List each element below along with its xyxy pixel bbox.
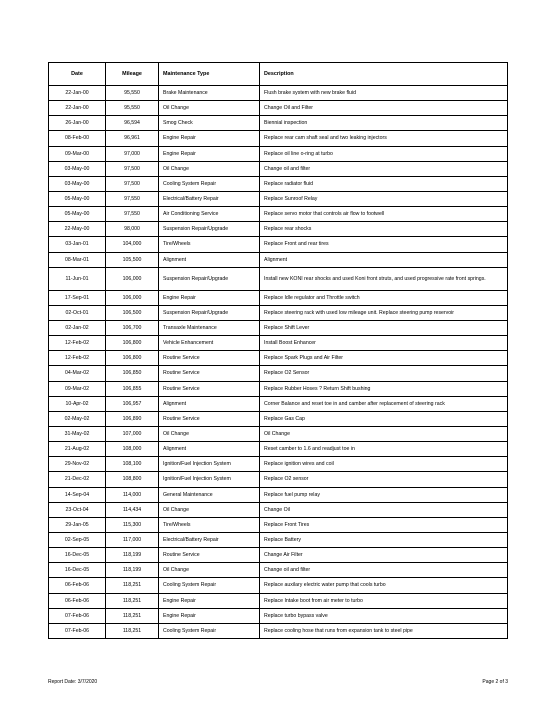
cell-date: 06-Feb-06: [49, 578, 106, 593]
table-row: [49, 351, 508, 366]
cell-description: Change oil and filter: [260, 161, 508, 176]
cell-date: 02-Sep-05: [49, 532, 106, 547]
table-row: [49, 396, 508, 411]
cell-maintenance-type: Electrical/Battery Repair: [159, 532, 260, 547]
cell-date: 02-Oct-01: [49, 305, 106, 320]
cell-date: 17-Sep-01: [49, 290, 106, 305]
table-row: [49, 336, 508, 351]
cell-date: 11-Jun-01: [49, 267, 106, 290]
table-row: [49, 381, 508, 396]
table-row: [49, 131, 508, 146]
cell-date: 07-Feb-06: [49, 608, 106, 623]
cell-maintenance-type: Routine Service: [159, 366, 260, 381]
cell-mileage: 97,000: [106, 146, 159, 161]
table-row: [49, 502, 508, 517]
cell-maintenance-type: Routine Service: [159, 411, 260, 426]
cell-maintenance-type: Oil Change: [159, 426, 260, 441]
cell-description: Replace rear shocks: [260, 222, 508, 237]
cell-maintenance-type: Engine Repair: [159, 593, 260, 608]
cell-mileage: 97,550: [106, 207, 159, 222]
cell-date: 09-Mar-00: [49, 146, 106, 161]
cell-description: Biennial inspection: [260, 116, 508, 131]
table-row: [49, 411, 508, 426]
cell-mileage: 108,000: [106, 442, 159, 457]
cell-mileage: 107,000: [106, 426, 159, 441]
cell-date: 12-Feb-02: [49, 351, 106, 366]
cell-date: 29-Jan-05: [49, 517, 106, 532]
table-row: [49, 176, 508, 191]
cell-description: Replace Spark Plugs and Air Filter: [260, 351, 508, 366]
cell-date: 22-May-00: [49, 222, 106, 237]
cell-description: Replace O2 sensor: [260, 472, 508, 487]
table-row: [49, 237, 508, 252]
cell-date: 08-Feb-00: [49, 131, 106, 146]
cell-maintenance-type: Cooling System Repair: [159, 578, 260, 593]
cell-description: Replace radiator fluid: [260, 176, 508, 191]
cell-description: Replace cooling hose that runs from expansion tank to steel pipe: [260, 623, 508, 638]
cell-description: Change Oil and Filter: [260, 101, 508, 116]
table-row: [49, 548, 508, 563]
cell-description: Corner Balance and reset toe in and camber after replacement of steering rack: [260, 396, 508, 411]
cell-date: 03-May-00: [49, 161, 106, 176]
cell-date: 22-Jan-00: [49, 86, 106, 101]
table-row: [49, 86, 508, 101]
table-row: [49, 146, 508, 161]
cell-date: 09-Mar-02: [49, 381, 106, 396]
cell-description: Flush brake system with new brake fluid: [260, 86, 508, 101]
report-date: Report Date: 3/7/2020: [48, 679, 98, 685]
table-row: [49, 305, 508, 320]
cell-maintenance-type: Engine Repair: [159, 608, 260, 623]
cell-mileage: 97,550: [106, 191, 159, 206]
table-header: [49, 63, 508, 86]
cell-mileage: 97,500: [106, 161, 159, 176]
cell-date: 10-Apr-02: [49, 396, 106, 411]
cell-mileage: 106,800: [106, 351, 159, 366]
cell-mileage: 96,961: [106, 131, 159, 146]
cell-mileage: 117,000: [106, 532, 159, 547]
column-header-description: Description: [260, 63, 508, 86]
cell-maintenance-type: Oil Change: [159, 101, 260, 116]
cell-mileage: 118,251: [106, 578, 159, 593]
cell-mileage: 106,855: [106, 381, 159, 396]
cell-date: 03-May-00: [49, 176, 106, 191]
cell-mileage: 118,199: [106, 548, 159, 563]
cell-description: Oil Change: [260, 426, 508, 441]
cell-maintenance-type: Alignment: [159, 396, 260, 411]
cell-description: Change oil and filter: [260, 563, 508, 578]
header-row: [49, 63, 508, 86]
cell-maintenance-type: Engine Repair: [159, 131, 260, 146]
page-number: Page 2 of 3: [482, 679, 508, 685]
cell-description: Replace Sunroof Relay: [260, 191, 508, 206]
cell-date: 03-Jan-01: [49, 237, 106, 252]
cell-mileage: 104,000: [106, 237, 159, 252]
cell-maintenance-type: Ignition/Fuel Injection System: [159, 472, 260, 487]
cell-maintenance-type: Routine Service: [159, 351, 260, 366]
table-row: [49, 623, 508, 638]
cell-mileage: 106,850: [106, 366, 159, 381]
cell-maintenance-type: Tire/Wheels: [159, 237, 260, 252]
table-row: [49, 290, 508, 305]
cell-maintenance-type: Routine Service: [159, 548, 260, 563]
cell-date: 16-Dec-05: [49, 548, 106, 563]
table-row: [49, 222, 508, 237]
cell-date: 07-Feb-06: [49, 623, 106, 638]
column-header-date: Date: [49, 63, 106, 86]
cell-date: 23-Oct-04: [49, 502, 106, 517]
cell-date: 26-Jan-00: [49, 116, 106, 131]
cell-mileage: 106,700: [106, 320, 159, 335]
table-row: [49, 426, 508, 441]
cell-description: Replace Rubber Hoses ? Return Shift bushing: [260, 381, 508, 396]
column-header-mileage: Mileage: [106, 63, 159, 86]
cell-maintenance-type: Tire/Wheels: [159, 517, 260, 532]
cell-maintenance-type: Oil Change: [159, 161, 260, 176]
table-row: [49, 472, 508, 487]
cell-mileage: 108,100: [106, 457, 159, 472]
cell-description: Replace Front and rear tires: [260, 237, 508, 252]
column-header-maintenance-type: Maintenance Type: [159, 63, 260, 86]
cell-maintenance-type: Cooling System Repair: [159, 176, 260, 191]
cell-description: Replace O2 Sensor: [260, 366, 508, 381]
cell-mileage: 106,000: [106, 290, 159, 305]
cell-date: 02-May-02: [49, 411, 106, 426]
table-row: [49, 320, 508, 335]
cell-description: Replace Shift Lever: [260, 320, 508, 335]
cell-maintenance-type: Oil Change: [159, 563, 260, 578]
cell-description: Replace oil line o-ring at turbo: [260, 146, 508, 161]
cell-maintenance-type: Alignment: [159, 442, 260, 457]
cell-description: Reset camber to 1.6 and readjust toe in: [260, 442, 508, 457]
cell-description: Change Oil: [260, 502, 508, 517]
table-row: [49, 161, 508, 176]
cell-description: Replace steering rack with used low mileage unit. Replace steering pump reservoir: [260, 305, 508, 320]
cell-maintenance-type: Routine Service: [159, 381, 260, 396]
cell-date: 29-Nov-02: [49, 457, 106, 472]
maintenance-log-table: [48, 62, 508, 639]
table-row: [49, 267, 508, 290]
cell-description: Change Air Filter: [260, 548, 508, 563]
cell-mileage: 97,500: [106, 176, 159, 191]
cell-date: 08-Mar-01: [49, 252, 106, 267]
cell-mileage: 115,300: [106, 517, 159, 532]
cell-maintenance-type: Electrical/Battery Repair: [159, 191, 260, 206]
cell-description: Replace ignition wires and coil: [260, 457, 508, 472]
cell-description: Replace fuel pump relay: [260, 487, 508, 502]
cell-maintenance-type: Engine Repair: [159, 146, 260, 161]
cell-mileage: 118,251: [106, 608, 159, 623]
table-row: [49, 457, 508, 472]
cell-maintenance-type: Cooling System Repair: [159, 623, 260, 638]
cell-maintenance-type: Alignment: [159, 252, 260, 267]
cell-mileage: 118,251: [106, 593, 159, 608]
cell-mileage: 96,594: [106, 116, 159, 131]
cell-maintenance-type: Vehicle Enhancement: [159, 336, 260, 351]
cell-mileage: 98,000: [106, 222, 159, 237]
cell-description: Replace Gas Cap: [260, 411, 508, 426]
cell-maintenance-type: Transaxle Maintenance: [159, 320, 260, 335]
table-row: [49, 191, 508, 206]
cell-mileage: 106,500: [106, 305, 159, 320]
cell-description: Alignment: [260, 252, 508, 267]
table-row: [49, 487, 508, 502]
table-row: [49, 442, 508, 457]
cell-maintenance-type: Air Conditioning Service: [159, 207, 260, 222]
table-row: [49, 563, 508, 578]
cell-date: 22-Jan-00: [49, 101, 106, 116]
cell-mileage: 106,000: [106, 267, 159, 290]
cell-mileage: 95,550: [106, 101, 159, 116]
cell-description: Replace turbo bypass valve: [260, 608, 508, 623]
cell-mileage: 106,957: [106, 396, 159, 411]
cell-description: Replace Battery: [260, 532, 508, 547]
table-row: [49, 101, 508, 116]
cell-maintenance-type: Ignition/Fuel Injection System: [159, 457, 260, 472]
table-row: [49, 366, 508, 381]
table-row: [49, 207, 508, 222]
table-row: [49, 593, 508, 608]
cell-description: Install Boost Enhancer: [260, 336, 508, 351]
cell-maintenance-type: Oil Change: [159, 502, 260, 517]
table-row: [49, 116, 508, 131]
table-row: [49, 252, 508, 267]
cell-mileage: 108,800: [106, 472, 159, 487]
cell-description: Replace Front Tires: [260, 517, 508, 532]
cell-maintenance-type: Suspension Repair/Upgrade: [159, 222, 260, 237]
cell-date: 14-Sep-04: [49, 487, 106, 502]
cell-date: 21-Aug-02: [49, 442, 106, 457]
cell-date: 21-Dec-02: [49, 472, 106, 487]
cell-description: Replace Idle regulator and Throttle switch: [260, 290, 508, 305]
cell-mileage: 114,000: [106, 487, 159, 502]
cell-mileage: 105,500: [106, 252, 159, 267]
cell-mileage: 118,199: [106, 563, 159, 578]
cell-date: 12-Feb-02: [49, 336, 106, 351]
cell-date: 05-May-00: [49, 207, 106, 222]
cell-description: Replace Intake boot from air meter to turbo: [260, 593, 508, 608]
cell-maintenance-type: Engine Repair: [159, 290, 260, 305]
cell-date: 05-May-00: [49, 191, 106, 206]
table-row: [49, 517, 508, 532]
cell-mileage: 95,550: [106, 86, 159, 101]
cell-description: Replace rear cam shaft seal and two leaking injectors: [260, 131, 508, 146]
cell-maintenance-type: Suspension Repair/Upgrade: [159, 305, 260, 320]
table-row: [49, 578, 508, 593]
cell-maintenance-type: Smog Check: [159, 116, 260, 131]
cell-maintenance-type: General Maintenance: [159, 487, 260, 502]
table-row: [49, 608, 508, 623]
cell-date: 31-May-02: [49, 426, 106, 441]
cell-description: Install new KONI rear shocks and used Koni front struts, and used progressive rate front springs.: [260, 267, 508, 290]
cell-date: 02-Jan-02: [49, 320, 106, 335]
cell-mileage: 114,434: [106, 502, 159, 517]
cell-description: Replace auxilary electric water pump that cools turbo: [260, 578, 508, 593]
cell-date: 04-Mar-02: [49, 366, 106, 381]
cell-mileage: 106,800: [106, 336, 159, 351]
cell-maintenance-type: Brake Maintenance: [159, 86, 260, 101]
cell-mileage: 106,890: [106, 411, 159, 426]
table-row: [49, 532, 508, 547]
cell-maintenance-type: Suspension Repair/Upgrade: [159, 267, 260, 290]
table-body: [49, 86, 508, 639]
cell-description: Replace servo motor that controls air flow to footwell: [260, 207, 508, 222]
cell-date: 16-Dec-05: [49, 563, 106, 578]
cell-date: 06-Feb-06: [49, 593, 106, 608]
cell-mileage: 118,251: [106, 623, 159, 638]
